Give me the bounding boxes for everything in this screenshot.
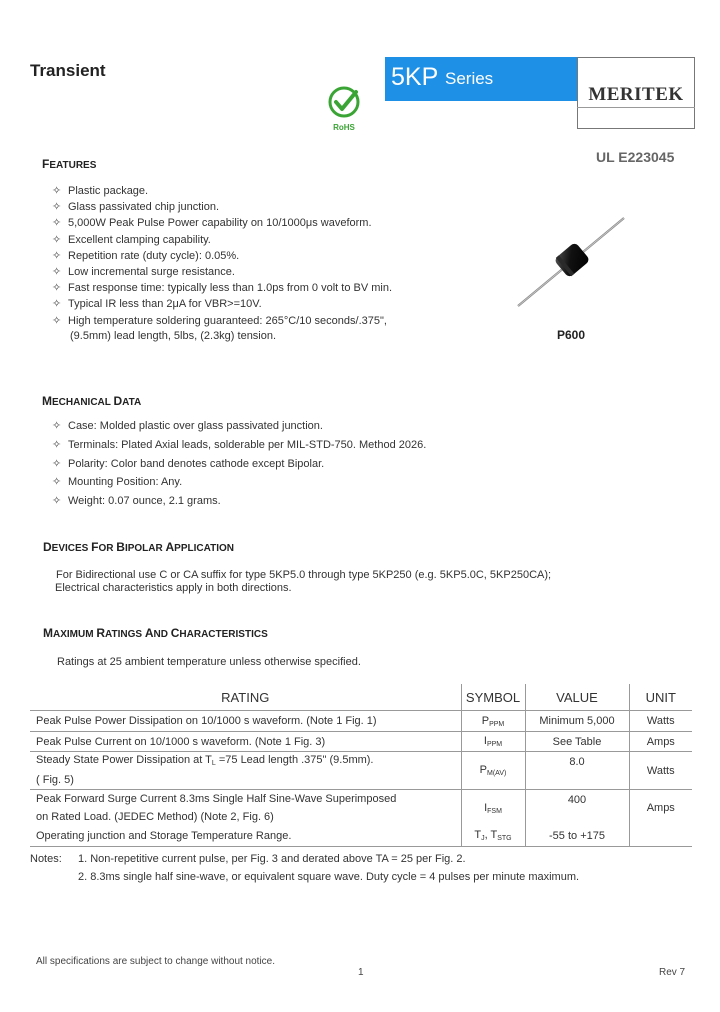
series-code: 5KP — [391, 63, 439, 91]
mechanical-item: ✧ Weight: 0.07 ounce, 2.1 grams. — [52, 495, 221, 508]
features-heading: FEATURES — [42, 157, 97, 171]
feature-item: ✧ Repetition rate (duty cycle): 0.05%. — [52, 249, 240, 262]
bullet-icon: ✧ — [52, 298, 62, 311]
bullet-icon: ✧ — [52, 438, 62, 451]
ratings-table — [30, 684, 692, 847]
revision: Rev 7 — [659, 967, 686, 978]
bullet-icon: ✧ — [52, 265, 62, 278]
mechanical-item: ✧ Case: Molded plastic over glass passivated junction. — [52, 420, 323, 432]
page-number: 1 — [358, 967, 364, 978]
feature-item: ✧ Plastic package. — [52, 185, 149, 197]
bullet-icon: ✧ — [52, 457, 62, 470]
feature-item-continuation: (9.5mm) lead length, 5lbs, (2.3kg) tension. — [70, 329, 277, 342]
series-banner — [385, 57, 577, 101]
feature-item: ✧ Typical IR less than 2μA for VBR>=10V. — [52, 298, 262, 311]
table-row: Peak Pulse Power Dissipation on 10/1000 s waveform. (Note 1 Fig. 1) $P_{PPM}$ Minimum 5,000 Watts — [30, 711, 692, 732]
mechanical-heading: MECHANICAL DATA — [42, 394, 142, 408]
feature-item: ✧ Excellent clamping capability. — [52, 233, 211, 246]
bullet-icon: ✧ — [52, 476, 62, 489]
bipolar-text-2: Electrical characteristics apply in both directions. — [55, 582, 292, 594]
diode-package-image — [512, 210, 632, 315]
svg-text:RoHS: RoHS — [333, 123, 355, 132]
brand-frame-bottom — [577, 128, 695, 129]
bullet-icon: ✧ — [52, 282, 62, 295]
table-header-row — [30, 684, 692, 711]
table-row: Steady State Power Dissipation at $T_L =75$ Lead length .375" (9.5mm). ( Fig. 5) $P_{M(AV)}$ 8.0 Watts — [30, 752, 692, 790]
table-row: Peak Forward Surge Current 8.3ms Single Half Sine-Wave Superimposed on Rated Load. (JEDEC Method) (Note 2, Fig. 6) $I_{FSM}$ 400 Amps — [30, 790, 692, 827]
header-symbol: SYMBOL — [461, 684, 525, 711]
bullet-icon: ✧ — [52, 420, 62, 432]
bullet-icon: ✧ — [52, 314, 62, 327]
disclaimer: All specifications are subject to change without notice. — [36, 956, 276, 967]
features-list — [52, 184, 392, 346]
bipolar-heading: DEVICES FOR BIPOLAR APPLICATION — [43, 540, 234, 554]
bullet-icon: ✧ — [52, 249, 62, 262]
bullet-icon: ✧ — [52, 217, 62, 230]
brand-logo: MERITEK — [588, 84, 684, 105]
note-2: 2. 8.3ms single half sine-wave, or equivalent square wave. Duty cycle = 4 pulses per minute maximum. — [78, 871, 580, 883]
series-word: Series — [445, 69, 494, 88]
document-category: Transient — [30, 61, 106, 80]
mechanical-item: ✧ Terminals: Plated Axial leads, solderable per MIL-STD-750. Method 2026. — [52, 438, 427, 451]
bullet-icon: ✧ — [52, 201, 62, 214]
ratings-intro: Ratings at 25 ambient temperature unless otherwise specified. — [57, 656, 361, 668]
rohs-check-icon — [326, 86, 366, 132]
table-row: Peak Pulse Current on 10/1000 s waveform. (Note 1 Fig. 3) $I_{PPM}$ See Table Amps — [30, 732, 692, 752]
feature-item: ✧ Fast response time: typically less than 1.0ps from 0 volt to BV min. — [52, 282, 393, 295]
package-label: P600 — [557, 328, 586, 342]
bullet-icon: ✧ — [52, 495, 62, 508]
brand-rule — [577, 107, 695, 108]
ratings-heading: MAXIMUM RATINGS AND CHARACTERISTICS — [43, 626, 268, 640]
bullet-icon: ✧ — [52, 233, 62, 246]
table-row: Operating junction and Storage Temperature Range. $T_J$, $T_{STG}$ -55 to +175 — [30, 826, 692, 846]
header-rating: RATING — [30, 684, 461, 711]
mechanical-item: ✧ Polarity: Color band denotes cathode except Bipolar. — [52, 457, 325, 470]
header-value: VALUE — [525, 684, 629, 711]
notes-label: Notes: — [30, 853, 62, 865]
feature-item: ✧ 5,000W Peak Pulse Power capability on 10/1000μs waveform. — [52, 217, 372, 230]
ul-certification: UL E223045 — [596, 149, 675, 165]
mechanical-list — [52, 419, 426, 513]
rohs-logo — [326, 86, 366, 132]
brand-frame-top — [577, 57, 695, 58]
brand-frame-right — [694, 57, 695, 129]
feature-item: ✧ Low incremental surge resistance. — [52, 265, 235, 278]
header-unit: UNIT — [629, 684, 692, 711]
bullet-icon: ✧ — [52, 185, 62, 197]
bipolar-text-1: For Bidirectional use C or CA suffix for type 5KP5.0 through type 5KP250 (e.g. 5KP5.0C, 5KP250CA); — [56, 569, 552, 581]
mechanical-item: ✧ Mounting Position: Any. — [52, 476, 183, 489]
feature-item: ✧ Glass passivated chip junction. — [52, 201, 220, 214]
feature-item: ✧ High temperature soldering guaranteed: 265°C/10 seconds/.375", — [52, 314, 387, 327]
note-1: 1. Non-repetitive current pulse, per Fig. 3 and derated above TA = 25 per Fig. 2. — [78, 853, 466, 865]
